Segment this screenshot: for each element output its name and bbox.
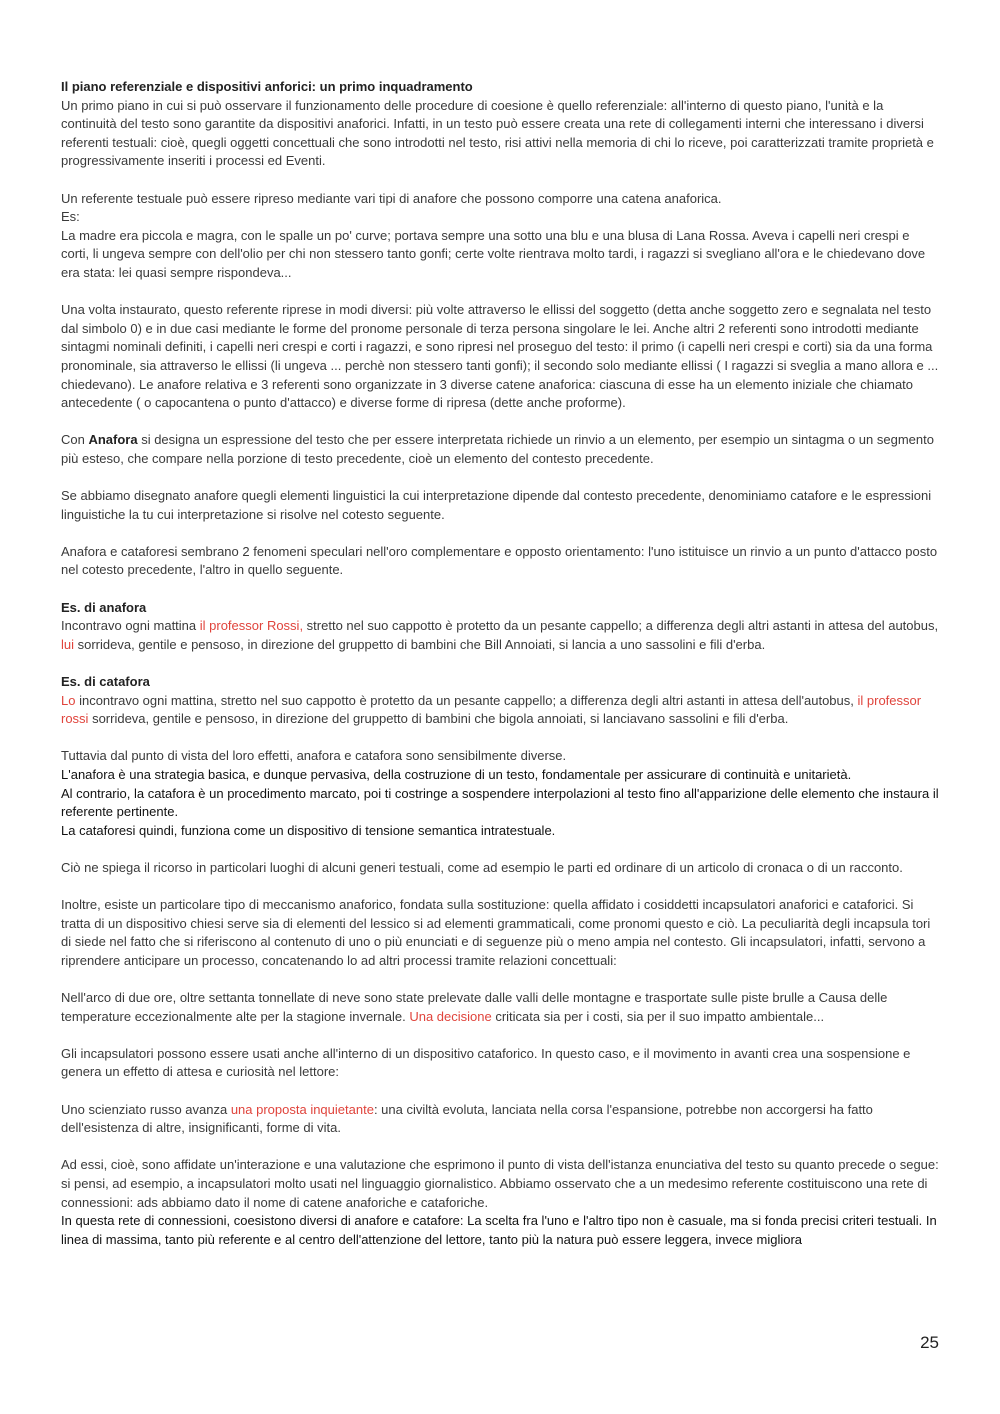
text-span: : una civiltà evoluta, lanciata nella corsa l'espansione, potrebbe non accorgersi ha fatto dell'esistenza di altre, insignificanti, forme di vita. <box>61 1101 873 1136</box>
paragraph-anafora-strategy: L'anafora è una strategia basica, e dunque pervasiva, della costruzione di un testo, fondamentale per assicurare di continuità e unitarietà. <box>61 766 852 782</box>
paragraph-valutazione: Ad essi, cioè, sono affidate un'interazione e una valutazione che esprimono il punto di vista dell'istanza enunciativa del testo su quanto precede o segue: si pensi, ad esempio, a incapsulatori molto usati nel linguaggio giornalistico. Abbiamo osservato che a un medesimo referente costituiscono una rete di connessioni: ads abbiamo dato il nome di catene anaforiche e cataforiche. <box>61 1157 939 1210</box>
highlight-referent: il professor rossi <box>61 692 922 727</box>
text-span: incontravo ogni mattina, stretto nel suo cappotto è protetto da un pesante cappello; a differenza degli altri astanti in attesa dell'autobus, <box>75 692 858 708</box>
paragraph-anafora-definition <box>61 431 941 468</box>
example-anafora <box>61 617 941 654</box>
example-label: Es: <box>61 209 80 225</box>
example-incapsulatore-anaforico <box>61 989 941 1026</box>
text-span: criticata sia per i costi, sia per il suo impatto ambientale... <box>491 1008 825 1024</box>
paragraph-comparison: Anafora e cataforesi sembrano 2 fenomeni speculari nell'oro complementare e opposto orientamento: l'uno istituisce un rinvio a un punto d'attacco posto nel cotesto precedente, l'altro in quello seguente. <box>61 543 938 578</box>
paragraph-effects: Tuttavia dal punto di vista del loro effetti, anafora e catafora sono sensibilmente diverse. <box>61 748 567 764</box>
highlight-cataphor: Lo <box>61 692 76 708</box>
paragraph-catafora-marked: Al contrario, la catafora è un procedimento marcato, poi ti costringe a sospendere interpolazioni al testo fino all'apparizione delle elemento che instaura il referente pertinente. <box>61 785 939 820</box>
document-body <box>61 78 941 1249</box>
paragraph-incapsulatori-cataforici: Gli incapsulatori possono essere usati anche all'interno di un dispositivo cataforico. In questo caso, e il movimento in avanti crea una sospensione e genera un effetto di attesa e curiosità nel lettore: <box>61 1045 911 1080</box>
highlight-antecedent: il professor Rossi, <box>199 618 304 634</box>
heading-es-catafora: Es. di catafora <box>61 674 150 689</box>
highlight-incapsulatore: una proposta inquietante <box>230 1101 374 1117</box>
example-incapsulatore-cataforico <box>61 1101 941 1138</box>
example-catafora <box>61 692 941 729</box>
paragraph-rete-connessioni: In questa rete di connessioni, coesistono diversi di anafore e catafore: La scelta fra l'uno e l'altro tipo non è casuale, ma si fonda precisi criteri testuali. In linea di massima, tanto più referente e al centro dell'attenzione del lettore, tanto più la natura può essere leggera, invece migliora <box>61 1213 937 1247</box>
paragraph-incapsulatori: Inoltre, esiste un particolare tipo di meccanismo anaforico, fondata sulla sostituzione: quella affidato i cosiddetti incapsulatori anaforici e cataforici. Si tratta di un dispositivo chiesi serve sia di elementi del lessico si ad elementi grammaticali, come pronomi questo e ciò. La peculiarità degli incapsula tori di siede nel fatto che si riferiscono al contenuto di uno o più enunciati e di seguenze più o meno ampia nel contesto. Gli incapsulatori, infatti, servono a riprendere anticipare un processo, concatenando lo ad altri processi tramite relazioni concettuali: <box>61 897 931 968</box>
text-span: Uno scienziato russo avanza <box>61 1101 231 1117</box>
text-span: Incontravo ogni mattina <box>61 618 200 634</box>
paragraph-usage: Ciò ne spiega il ricorso in particolari luoghi di alcuni generi testuali, come ad esempio le parti ed ordinare di un articolo di cronaca o di un racconto. <box>61 859 903 875</box>
highlight-incapsulatore: Una decisione <box>409 1008 492 1024</box>
highlight-anaphor: lui <box>61 636 75 652</box>
example-text: La madre era piccola e magra, con le spalle un po' curve; portava sempre una sotto una blu e una blusa di Lana Rossa. Aveva i capelli neri crespi e corti, li ungeva sempre con dell'olio per chi non stessero tanto gonfi; certe volte rientrava molto tardi, i ragazzi si svegliano all'ora e le chiedevano dove era stata: lei quasi sempre rispondeva... <box>61 227 926 280</box>
text-span: sorrideva, gentile e pensoso, in direzione del gruppetto di bambini che bigola annoiati, si lanciavano sassolini e fili d'erba. <box>88 711 789 727</box>
paragraph-intro: Un primo piano in cui si può osservare il funzionamento delle procedure di coesione è quello referenziale: all'interno di questo piano, l'unità e la continuità del testo sono garantite da dispositivi anaforici. Infatti, in un testo può essere creata una rete di collegamenti interni che interessano i diversi referenti testuali: cioè, quegli oggetti concettuali che sono introdotti nel testo, risi attivi nella memoria di chi lo riceve, poi caratterizzati tramite proprietà e progressivamente inseriti i processi ed Eventi. <box>61 97 934 169</box>
heading-es-anafora: Es. di anafora <box>61 599 147 615</box>
text-span: si designa un espressione del testo che per essere interpretata richiede un rinvio a un elemento, per esempio un sintagma o un segmento più esteso, che compare nella porzione di testo precedente, cioè un elemento del contesto precedente. <box>61 432 934 466</box>
section-title: Il piano referenziale e dispositivi anforici: un primo inquadramento <box>61 79 473 94</box>
text-span: Nell'arco di due ore, oltre settanta tonnellate di neve sono state prelevate dalle valli delle montagne e trasportate sulle piste brulle a Causa delle temperature eccezionalmente alte per la stagione invernale. <box>61 990 888 1024</box>
paragraph-cataforesi-tension: La cataforesi quindi, funziona come un dispositivo di tensione semantica intratestuale. <box>61 822 556 838</box>
paragraph-catafora-definition: Se abbiamo disegnato anafore quegli elementi linguistici la cui interpretazione dipende dal contesto precedente, denominiamo catafore e le espressioni linguistiche la tu cui interpretazione si risolve nel cotesto seguente. <box>61 488 932 522</box>
text-span: stretto nel suo cappotto è protetto da un pesante cappello; a differenza degli altri astanti in attesa del autobus, <box>303 618 939 634</box>
term-anafora: Anafora <box>88 432 138 448</box>
text-span: sorrideva, gentile e pensoso, in direzione del gruppetto di bambini che Bill Annoiati, si lancia a uno sassolini e fili d'erba. <box>74 636 766 652</box>
text-span: Con <box>61 432 89 448</box>
page-number: 25 <box>920 1333 939 1352</box>
paragraph-analysis: Una volta instaurato, questo referente riprese in modi diversi: più volte attraverso le ellissi del soggetto (detta anche soggetto zero e segnalata nel testo dal simbolo 0) e in due casi mediante le forme del pronome personale di terza persona singolare le lei. Anche altri 2 referenti sono introdotti mediante sintagmi nominali definiti, i capelli neri crespi e corti i ragazzi, e sono ripresi nel proseguo del testo: il primo (i capelli neri crespi e corti) sia da una forma pronominale, sia attraverso le ellissi (li ungeva ... perchè non stessero tanti gonfi); il secondo solo mediante ellissi ( I ragazzi si sveglia a mano allora e ... chiedevano). Le anafore relativa e 3 referenti sono organizzate in 3 diverse catene anaforica: ciascuna di esse ha un elemento iniziale che chiamato antecedente ( o capocantena o punto d'attacco) e diverse forme di ripresa (dette anche proforme). <box>61 302 939 411</box>
paragraph-referente: Un referente testuale può essere ripreso mediante vari tipi di anafore che possono comporre una catena anaforica. <box>61 190 722 206</box>
